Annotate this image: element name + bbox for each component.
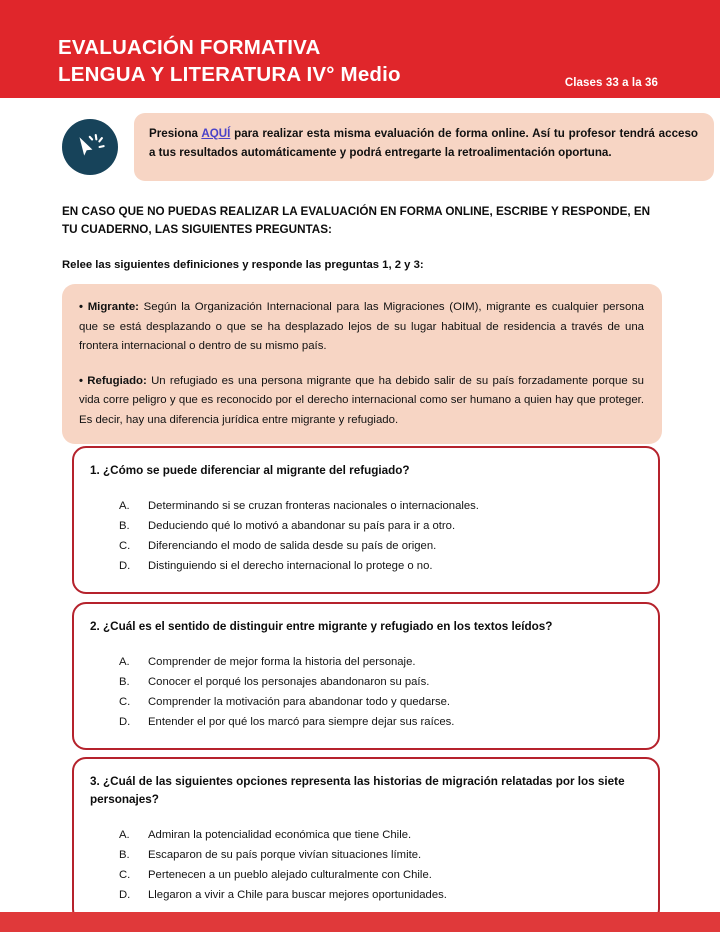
question-options-list bbox=[90, 496, 642, 576]
option-letter: A. bbox=[119, 829, 130, 841]
page-title-line-2: LENGUA Y LITERATURA IV° Medio bbox=[58, 63, 401, 86]
option-text: Comprender la motivación para abandonar todo y quedarse. bbox=[148, 696, 451, 708]
option-text: Distinguiendo si el derecho internacional lo protege o no. bbox=[148, 560, 433, 572]
option-letter: D. bbox=[119, 716, 131, 728]
option-text: Pertenecen a un pueblo alejado culturalmente con Chile. bbox=[148, 869, 432, 881]
instructions-sub-text: Relee las siguientes definiciones y responde las preguntas 1, 2 y 3: bbox=[62, 259, 424, 271]
definition-item-migrante bbox=[79, 298, 644, 357]
option-row[interactable] bbox=[119, 692, 642, 712]
instructions-block bbox=[62, 203, 662, 273]
page-footer-band bbox=[0, 912, 720, 932]
definition-body: Según la Organización Internacional para las Migraciones (OIM), migrante es cualquier persona que se está desplazando o que se ha desplazado lejos de su lugar habitual de residencia a través de una frontera internacional o dentro de su mismo país. bbox=[79, 301, 644, 352]
option-text: Comprender de mejor forma la historia del personaje. bbox=[148, 656, 416, 668]
option-text: Escaparon de su país porque vivían situaciones límite. bbox=[148, 849, 422, 861]
option-text: Deduciendo qué lo motivó a abandonar su país para ir a otro. bbox=[148, 520, 456, 532]
option-letter: A. bbox=[119, 500, 130, 512]
option-letter: B. bbox=[119, 676, 130, 688]
option-row[interactable] bbox=[119, 536, 642, 556]
callout-paragraph bbox=[149, 124, 698, 162]
option-row[interactable] bbox=[119, 652, 642, 672]
question-options-list bbox=[90, 652, 642, 732]
page-header-band bbox=[0, 0, 720, 98]
option-letter: C. bbox=[119, 540, 131, 552]
option-text: Admiran la potencialidad económica que tiene Chile. bbox=[148, 829, 412, 841]
definition-bullet: • bbox=[79, 374, 83, 387]
option-letter: B. bbox=[119, 520, 130, 532]
option-row[interactable] bbox=[119, 825, 642, 845]
option-row[interactable] bbox=[119, 845, 642, 865]
callout-text-box bbox=[134, 113, 714, 181]
definition-term: Refugiado: bbox=[87, 374, 147, 387]
option-letter: C. bbox=[119, 696, 131, 708]
definition-bullet: • bbox=[79, 301, 83, 313]
option-letter: D. bbox=[119, 889, 131, 901]
option-row[interactable] bbox=[119, 865, 642, 885]
aqui-link[interactable]: AQUÍ bbox=[201, 127, 231, 140]
question-box-2 bbox=[72, 602, 660, 750]
option-row[interactable] bbox=[119, 712, 642, 732]
option-row[interactable] bbox=[119, 885, 642, 905]
instructions-main-text: EN CASO QUE NO PUEDAS REALIZAR LA EVALUACIÓN EN FORMA ONLINE, ESCRIBE Y RESPONDE, EN TU CUADERNO, LAS SIGUIENTES PREGUNTAS: bbox=[62, 205, 651, 236]
option-letter: B. bbox=[119, 849, 130, 861]
option-text: Conocer el porqué los personajes abandonaron su país. bbox=[148, 676, 430, 688]
callout-text-after-link: para realizar esta misma evaluación de forma online. Así tu profesor tendrá acceso a tus resultados automáticamente y podrá entregarte la retroalimentación oportuna. bbox=[149, 127, 698, 159]
definition-term: Migrante: bbox=[87, 301, 139, 313]
option-row[interactable] bbox=[119, 496, 642, 516]
option-text: Entender el por qué los marcó para siempre dejar sus raíces. bbox=[148, 716, 455, 728]
online-evaluation-callout bbox=[58, 113, 698, 185]
option-letter: C. bbox=[119, 869, 131, 881]
option-letter: A. bbox=[119, 656, 130, 668]
question-box-3 bbox=[72, 757, 660, 923]
option-text: Determinando si se cruzan fronteras nacionales o internacionales. bbox=[148, 500, 479, 512]
definitions-box bbox=[62, 284, 662, 444]
page-title-line-1: EVALUACIÓN FORMATIVA bbox=[58, 36, 321, 59]
option-text: Llegaron a vivir a Chile para buscar mejores oportunidades. bbox=[148, 889, 447, 901]
question-text: 1. ¿Cómo se puede diferenciar al migrante del refugiado? bbox=[90, 464, 410, 477]
option-row[interactable] bbox=[119, 672, 642, 692]
option-row[interactable] bbox=[119, 556, 642, 576]
option-row[interactable] bbox=[119, 516, 642, 536]
question-text: 3. ¿Cuál de las siguientes opciones representa las historias de migración relatadas por los siete personajes? bbox=[90, 775, 625, 806]
callout-text-before-link: Presiona bbox=[149, 127, 202, 140]
click-cursor-icon bbox=[62, 119, 118, 175]
definition-item-refugiado bbox=[79, 372, 644, 431]
classes-range-label: Clases 33 a la 36 bbox=[564, 77, 658, 89]
question-text: 2. ¿Cuál es el sentido de distinguir entre migrante y refugiado en los textos leídos? bbox=[90, 620, 553, 633]
option-letter: D. bbox=[119, 560, 131, 572]
question-box-1 bbox=[72, 446, 660, 594]
question-options-list bbox=[90, 825, 642, 905]
definition-body: Un refugiado es una persona migrante que ha debido salir de su país forzadamente porque su vida corre peligro y que es reconocido por el derecho internacional como ser humano a quien hay que proteger. Es decir, hay una diferencia jurídica entre migrante y refugiado. bbox=[79, 374, 645, 426]
option-text: Diferenciando el modo de salida desde su país de origen. bbox=[148, 540, 437, 552]
